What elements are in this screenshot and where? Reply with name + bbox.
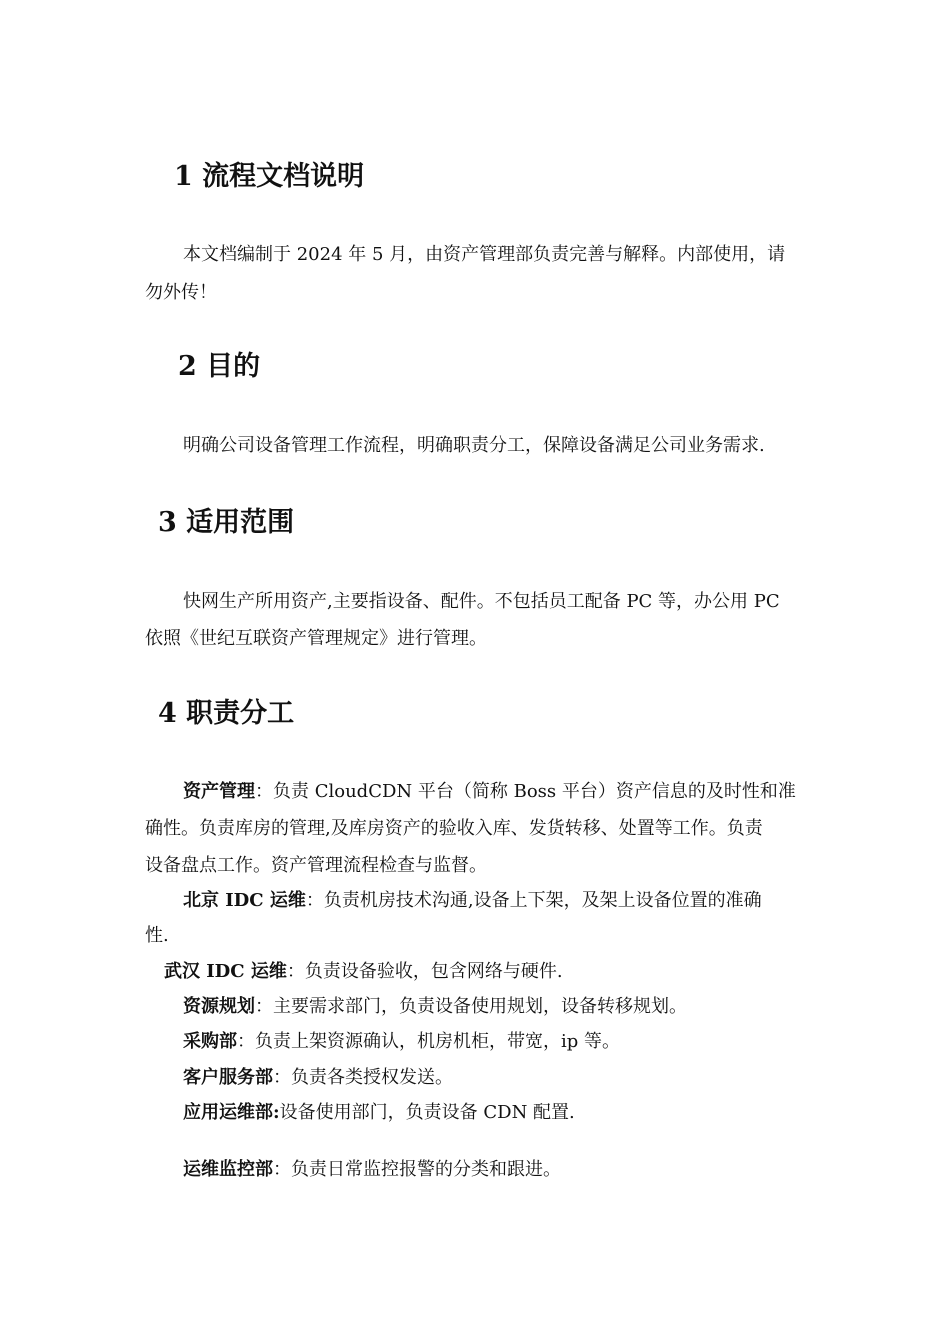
role-desc: 负责机房技术沟通,设备上下架，及架上设备位置的准确 xyxy=(323,890,762,911)
section-3-line-1: 快网生产所用资产,主要指设备、配件。不包括员工配备 PC 等，办公用 PC xyxy=(183,591,780,612)
role-ops-monitoring xyxy=(183,1152,561,1188)
role-separator: ： xyxy=(305,890,324,911)
role-separator: ： xyxy=(237,1031,255,1052)
role-beijing-idc-line-2: 性. xyxy=(145,925,169,946)
section-1-line-2: 勿外传！ xyxy=(145,282,217,303)
role-beijing-idc xyxy=(183,883,762,919)
role-resource-planning xyxy=(183,989,687,1025)
section-3-heading: 3 适用范围 xyxy=(158,507,295,538)
role-separator: ： xyxy=(286,961,305,982)
section-4-heading: 4 职责分工 xyxy=(158,698,295,729)
role-asset-management-line-3: 设备盘点工作。资产管理流程检查与监督。 xyxy=(145,855,487,876)
section-2-heading: 2 目的 xyxy=(178,351,261,382)
role-asset-management-line-2: 确性。负责库房的管理,及库房资产的验收入库、发货转移、处置等工作。负责 xyxy=(145,818,763,839)
role-name: 运维监控部 xyxy=(183,1159,273,1180)
role-procurement xyxy=(183,1024,620,1060)
section-3-line-2: 依照《世纪互联资产管理规定》进行管理。 xyxy=(145,628,487,649)
role-name: 采购部 xyxy=(183,1031,237,1052)
role-desc: 设备使用部门，负责设备 CDN 配置. xyxy=(279,1102,575,1123)
role-name: 武汉 IDC 运维 xyxy=(164,961,287,982)
role-separator: ： xyxy=(255,781,273,802)
role-separator: ： xyxy=(255,996,273,1017)
role-desc: 主要需求部门，负责设备使用规划，设备转移规划。 xyxy=(273,996,687,1017)
role-name: 资产管理 xyxy=(183,781,255,802)
role-name: 资源规划 xyxy=(183,996,255,1017)
role-desc: 负责各类授权发送。 xyxy=(291,1067,453,1088)
role-desc: 负责日常监控报警的分类和跟进。 xyxy=(291,1159,561,1180)
role-name: 客户服务部 xyxy=(183,1067,273,1088)
section-2-line-1: 明确公司设备管理工作流程，明确职责分工，保障设备满足公司业务需求. xyxy=(183,435,765,456)
role-separator: : xyxy=(273,1102,280,1123)
role-asset-management xyxy=(183,774,796,810)
role-app-ops xyxy=(183,1095,575,1131)
role-name: 应用运维部 xyxy=(183,1102,273,1123)
role-desc: 负责设备验收，包含网络与硬件. xyxy=(304,961,563,982)
role-customer-service xyxy=(183,1060,453,1096)
section-1-line-1: 本文档编制于 2024 年 5 月，由资产管理部负责完善与解释。内部使用，请 xyxy=(183,244,786,265)
role-name: 北京 IDC 运维 xyxy=(183,890,306,911)
role-separator: ： xyxy=(273,1067,291,1088)
role-desc: 负责 CloudCDN 平台（简称 Boss 平台）资产信息的及时性和准 xyxy=(273,781,796,802)
section-1-heading: 1 流程文档说明 xyxy=(174,161,365,192)
role-separator: ： xyxy=(273,1159,291,1180)
role-desc: 负责上架资源确认，机房机柜，带宽，ip 等。 xyxy=(255,1031,620,1052)
role-wuhan-idc xyxy=(164,954,563,990)
